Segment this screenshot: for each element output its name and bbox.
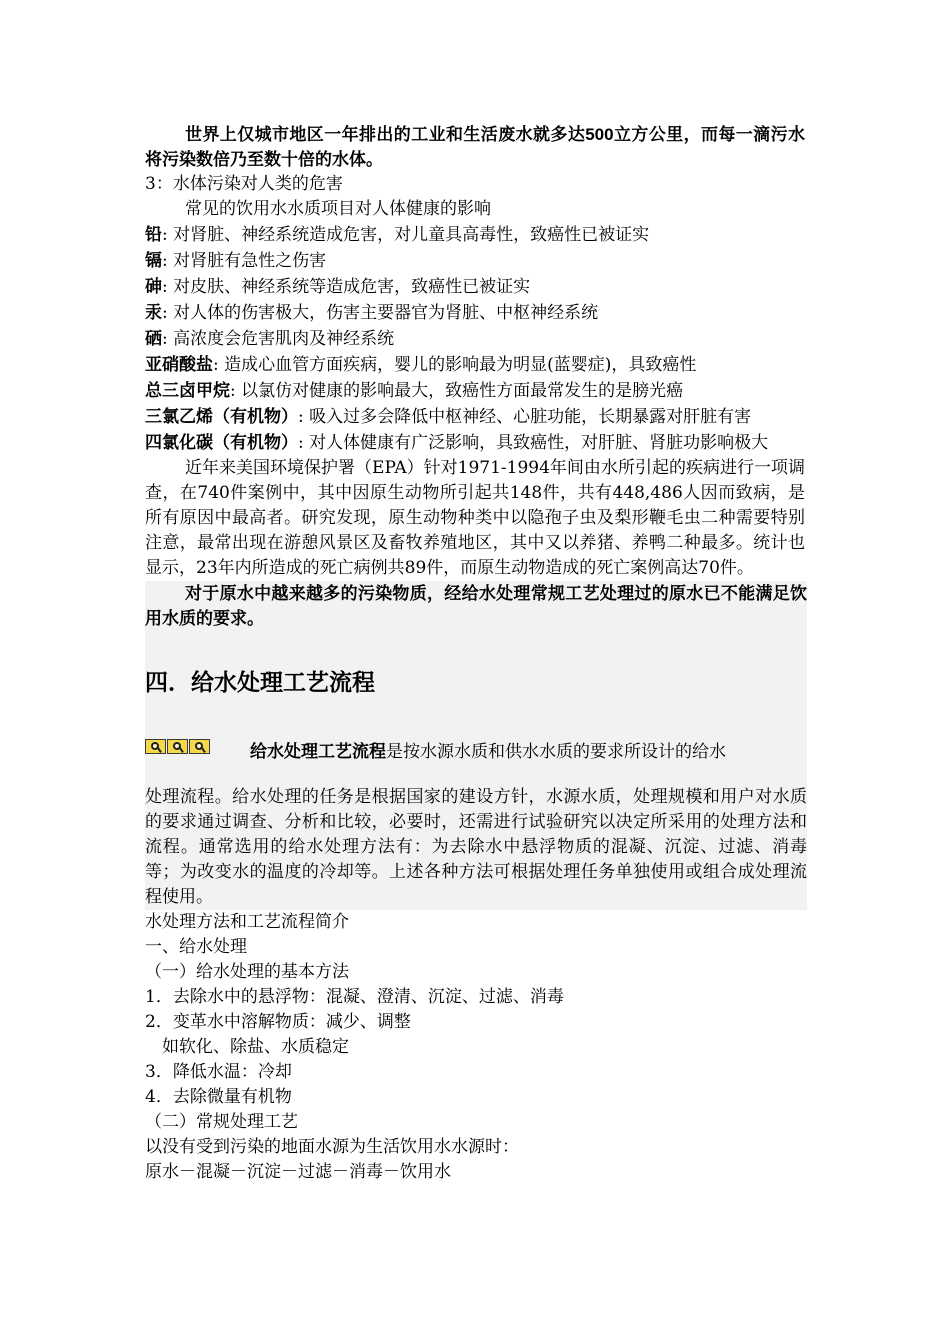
item-term: 砷 [145,277,162,296]
intro-row [145,735,807,765]
item-desc: : 对肾脏有急性之伤害 [162,251,327,271]
item-term: 铅 [145,225,162,244]
list-item [145,274,805,300]
icon-group [145,739,210,754]
item-desc: : 造成心血管方面疾病，婴儿的影响最为明显(蓝婴症)，具致癌性 [213,355,697,375]
item-desc: : 高浓度会危害肌肉及神经系统 [162,329,395,349]
list-item [145,326,805,352]
item-term: 四氯化碳（有机物） [145,433,298,452]
list-item: 2．变革水中溶解物质：减少、调整 [145,1012,411,1032]
section-3-title: 3：水体污染对人类的危害 [145,174,343,194]
item-desc: : 吸入过多会降低中枢神经、心脏功能，长期暴露对肝脏有害 [298,407,752,427]
paragraph-epa-study: 近年来美国环境保护署（EPA）针对1971-1994年间由水所引起的疾病进行一项调查，在740件案例中，其中因原生动物所引起共148件，共有448,486人因而致病，是所有原因中最高者。研究发现，原生动物种类中以隐孢子虫及梨形鞭毛虫二种需要特别注意，最常出现在游憩风景区及畜牧养殖地区，其中又以养猪、养鸭二种最多。统计也显示，23年内所造成的死亡病例共89件，而原生动物造成的死亡案例高达70件。 [145,458,805,578]
list-item: 4．去除微量有机物 [145,1087,292,1107]
item-desc: : 对皮肤、神经系统等造成危害，致癌性已被证实 [162,277,531,297]
item-term: 亚硝酸盐 [145,355,213,374]
item-desc: : 以氯仿对健康的影响最大，致癌性方面最常发生的是膀光癌 [230,381,684,401]
list-item [145,222,805,248]
magnifier-icon [189,739,210,754]
list-item: 1．去除水中的悬浮物：混凝、澄清、沉淀、过滤、消毒 [145,987,564,1007]
paragraph-conclusion: 对于原水中越来越多的污染物质，经给水处理常规工艺处理过的原水已不能满足饮用水质的要求。 [145,584,807,628]
intro-text [250,735,726,765]
list-item: 以没有受到污染的地面水源为生活饮用水水源时： [145,1137,519,1157]
magnifier-icon [145,739,166,754]
list-item: （一）给水处理的基本方法 [145,962,349,982]
section-4-heading: 四．给水处理工艺流程 [145,669,375,695]
item-term: 总三卤甲烷 [145,381,230,400]
intro-term: 给水处理工艺流程 [250,742,386,761]
item-term: 镉 [145,251,162,270]
shaded-block [145,581,807,910]
list-item: 3．降低水温：冷却 [145,1062,292,1082]
item-term: 三氯乙烯（有机物） [145,407,298,426]
paragraph-process: 处理流程。给水处理的任务是根据国家的建设方针，水源水质，处理规模和用户对水质的要求通过调查、分析和比较，必要时，还需进行试验研究以决定所采用的处理方法和流程。通常选用的给水处理方法有：为去除水中悬浮物质的混凝、沉淀、过滤、消毒等；为改变水的温度的冷却等。上述各种方法可根据处理任务单独使用或组合成处理流程使用。 [145,787,807,907]
list-item [145,248,805,274]
intro-rest: 是按水源水质和供水水质的要求所设计的给水 [386,742,726,762]
list-item: （二）常规处理工艺 [145,1112,298,1132]
list-item [145,404,805,430]
item-term: 汞 [145,303,162,322]
item-desc: : 对人体健康有广泛影响，具致癌性，对肝脏、肾脏功影响极大 [298,433,769,453]
list-item: 如软化、除盐、水质稳定 [145,1037,349,1057]
document-content [145,122,805,1185]
item-desc: : 对人体的伤害极大，伤害主要器官为肾脏、中枢神经系统 [162,303,599,323]
list-item: 一、给水处理 [145,937,247,957]
magnifier-icon [167,739,188,754]
list-item [145,378,805,404]
item-desc: : 对肾脏、神经系统造成危害，对儿童具高毒性，致癌性已被证实 [162,225,650,245]
contaminant-list [145,222,805,456]
list-item: 原水－混凝－沉淀－过滤－消毒－饮用水 [145,1162,451,1182]
list-item [145,352,805,378]
section-3-subtitle: 常见的饮用水水质项目对人体健康的影响 [185,199,491,219]
method-list [145,910,805,1185]
item-term: 硒 [145,329,162,348]
paragraph-wastewater: 世界上仅城市地区一年排出的工业和生活废水就多达500立方公里，而每一滴污水将污染数倍乃至数十倍的水体。 [145,125,805,169]
list-item [145,430,805,456]
list-item [145,300,805,326]
list-item: 水处理方法和工艺流程简介 [145,912,349,932]
